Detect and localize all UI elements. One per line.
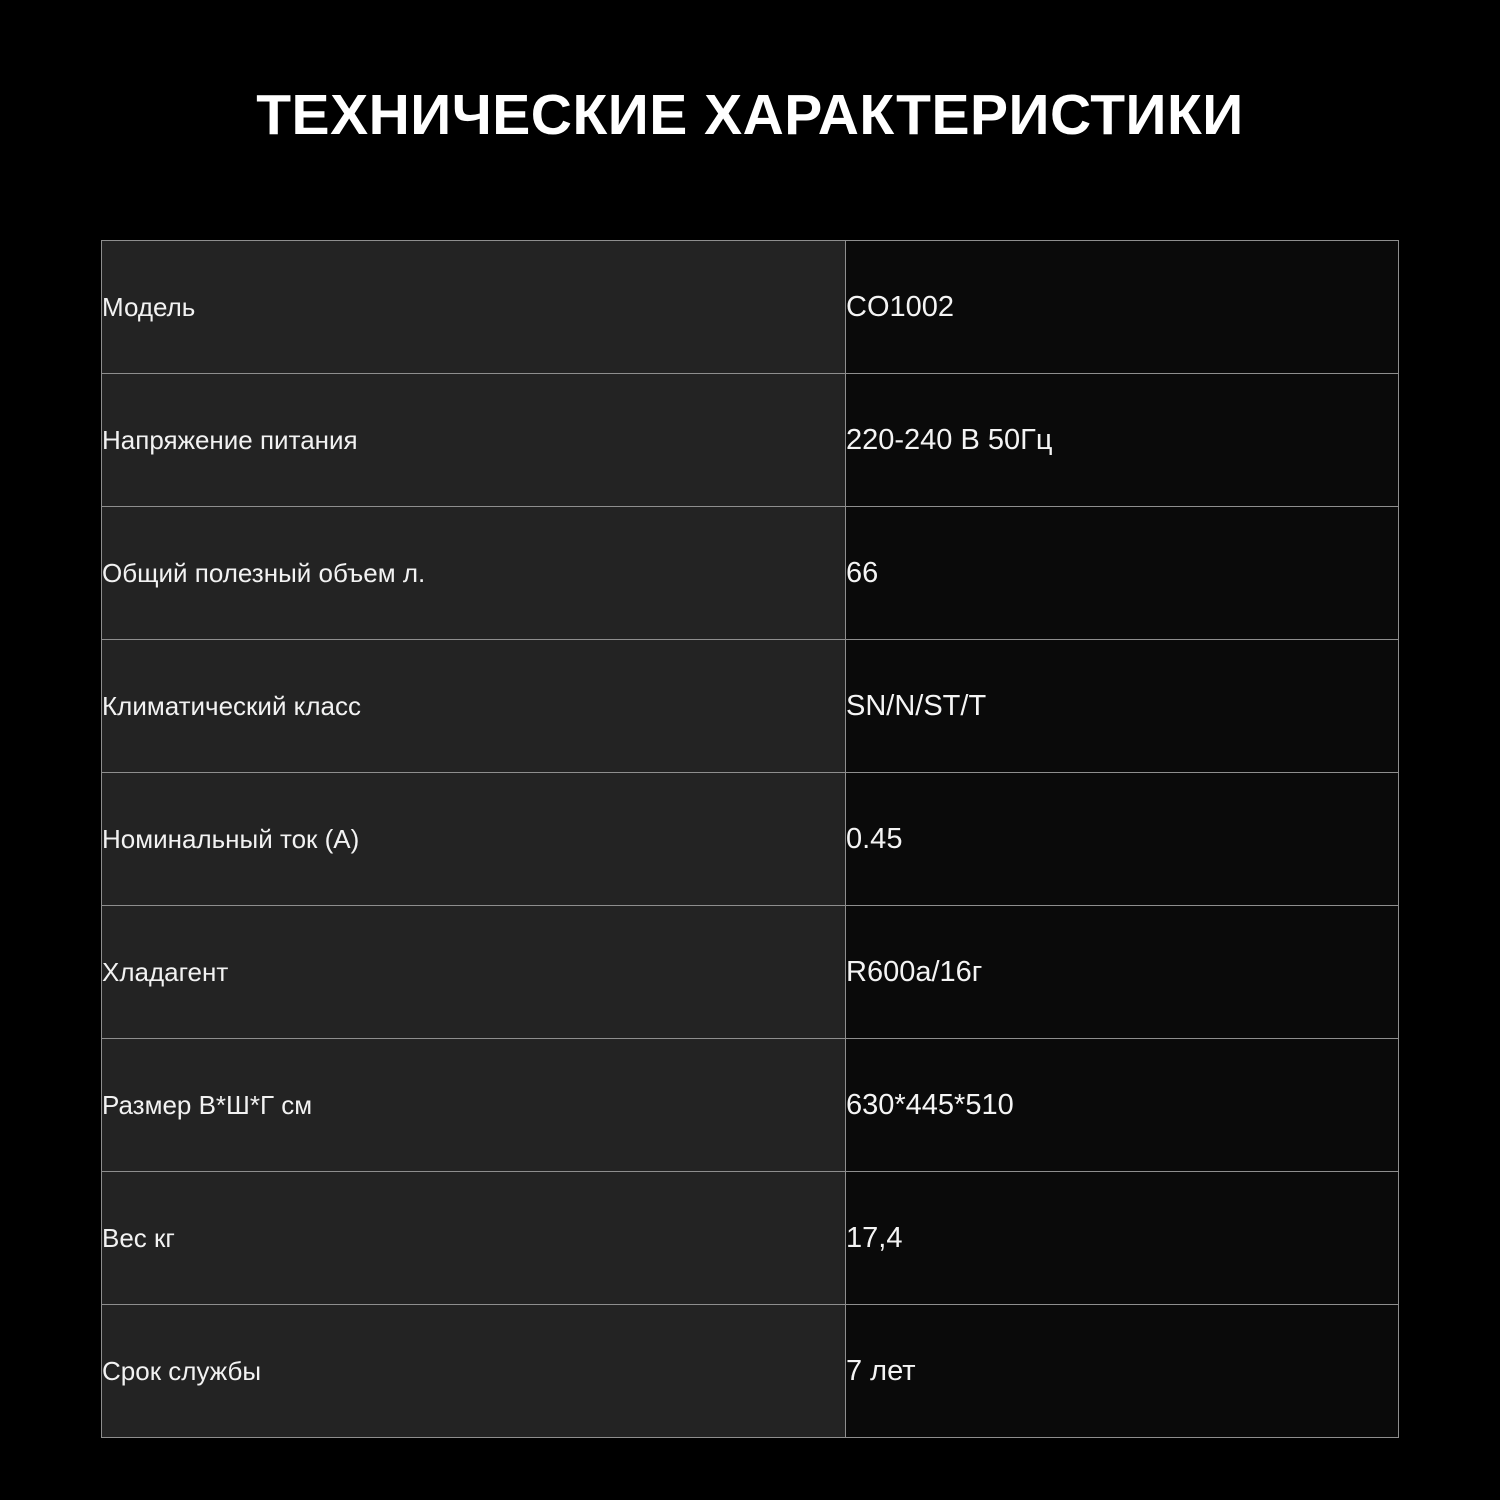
table-row: [102, 773, 1399, 906]
table-row: [102, 374, 1399, 507]
spec-label: Модель: [102, 241, 846, 374]
spec-value: 66: [846, 507, 1399, 640]
spec-label: Хладагент: [102, 906, 846, 1039]
spec-label: Вес кг: [102, 1172, 846, 1305]
spec-value: 0.45: [846, 773, 1399, 906]
spec-value: SN/N/ST/T: [846, 640, 1399, 773]
page-title: ТЕХНИЧЕСКИЕ ХАРАКТЕРИСТИКИ: [256, 83, 1244, 147]
table-row: [102, 1305, 1399, 1438]
spec-label: Номинальный ток (А): [102, 773, 846, 906]
table-row: [102, 241, 1399, 374]
table-row: [102, 1172, 1399, 1305]
table-row: [102, 507, 1399, 640]
table-row: [102, 1039, 1399, 1172]
spec-label: Срок службы: [102, 1305, 846, 1438]
spec-label: Климатический класс: [102, 640, 846, 773]
spec-label: Размер В*Ш*Г см: [102, 1039, 846, 1172]
table-row: [102, 640, 1399, 773]
spec-value: CO1002: [846, 241, 1399, 374]
spec-label: Напряжение питания: [102, 374, 846, 507]
spec-value: 630*445*510: [846, 1039, 1399, 1172]
spec-value: 7 лет: [846, 1305, 1399, 1438]
spec-value: 220-240 В 50Гц: [846, 374, 1399, 507]
spec-label: Общий полезный объем л.: [102, 507, 846, 640]
spec-value: R600а/16г: [846, 906, 1399, 1039]
spec-value: 17,4: [846, 1172, 1399, 1305]
specifications-table: [101, 240, 1399, 1438]
table-row: [102, 906, 1399, 1039]
